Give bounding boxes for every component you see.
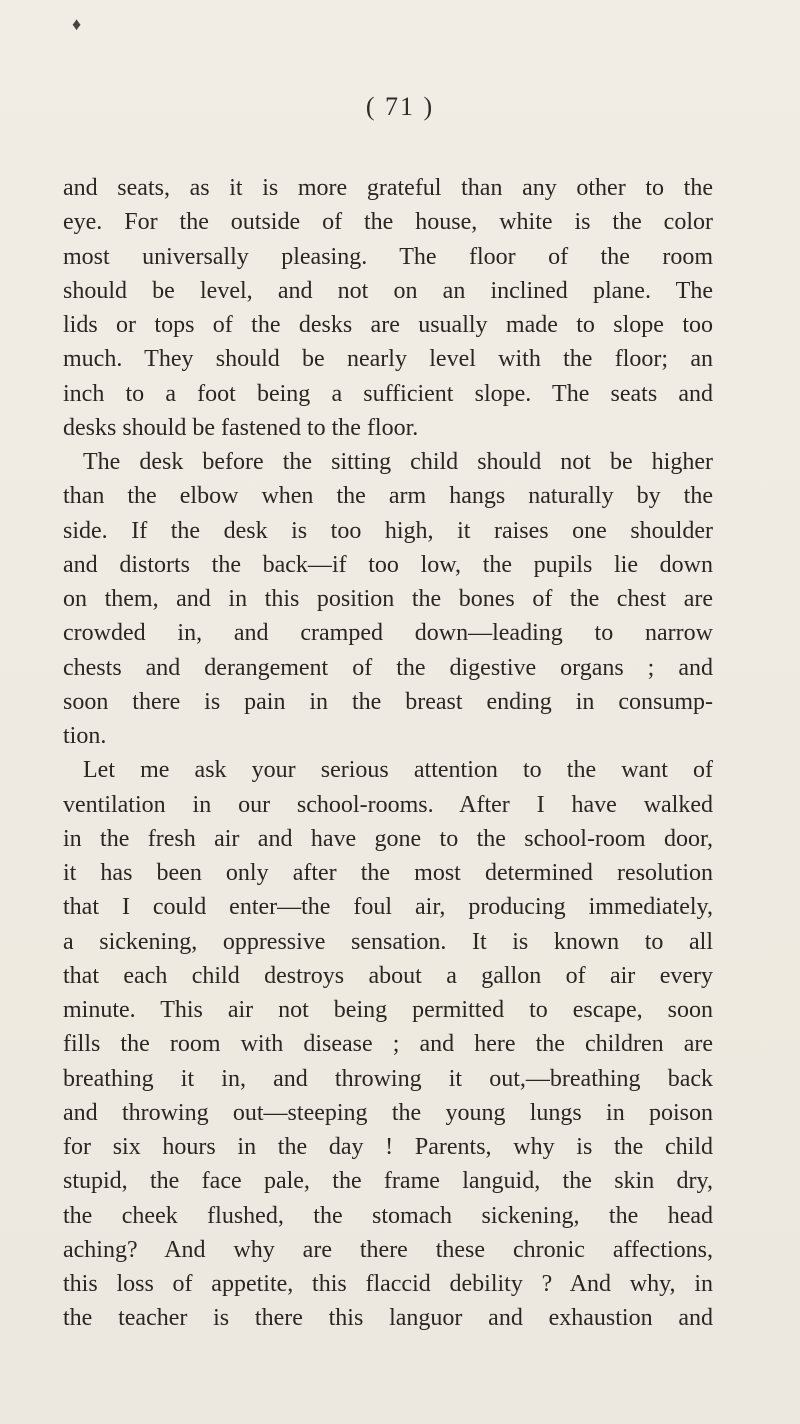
text-line: most universally pleasing. The floor of the room <box>63 243 713 270</box>
text-line: the teacher is there this languor and exhaustion and <box>63 1305 713 1332</box>
text-line: eye. For the outside of the house, white is the color <box>63 209 713 236</box>
text-line: fills the room with disease ; and here the children are <box>63 1031 713 1058</box>
text-line: and seats, as it is more grateful than any other to the <box>63 175 713 201</box>
text-line: breathing it in, and throwing it out,—breathing back <box>63 1065 713 1092</box>
text-line: tion. <box>63 723 107 749</box>
text-line: the cheek flushed, the stomach sickening, the head <box>63 1202 713 1229</box>
text-line: this loss of appetite, this flaccid debility ? And why, in <box>63 1271 713 1297</box>
text-line: chests and derangement of the digestive organs ; and <box>63 654 713 681</box>
text-line: stupid, the face pale, the frame languid, the skin dry, <box>63 1168 713 1195</box>
text-line: The desk before the sitting child should not be higher <box>83 449 713 475</box>
text-line: crowded in, and cramped down—leading to narrow <box>63 620 713 647</box>
body-text <box>63 171 713 1336</box>
page-mark: ♦ <box>72 14 82 34</box>
text-line: much. They should be nearly level with the floor; an <box>63 346 713 373</box>
text-line: that I could enter—the foul air, producing immediately, <box>63 894 713 921</box>
text-line: lids or tops of the desks are usually made to slope too <box>63 312 713 338</box>
page-number: ( 71 ) <box>365 92 435 121</box>
text-line: desks should be fastened to the floor. <box>63 414 419 441</box>
text-line: inch to a foot being a sufficient slope. The seats and <box>63 380 713 407</box>
text-line: for six hours in the day ! Parents, why is the child <box>63 1134 713 1160</box>
text-line: and distorts the back—if too low, the pupils lie down <box>63 551 713 578</box>
text-line: aching? And why are there these chronic affections, <box>63 1236 713 1263</box>
text-line: and throwing out—steeping the young lungs in poison <box>63 1099 713 1126</box>
text-line: in the fresh air and have gone to the school-room door, <box>63 825 713 852</box>
text-line: ventilation in our school-rooms. After I have walked <box>63 791 713 818</box>
text-line: Let me ask your serious attention to the want of <box>83 757 713 784</box>
text-line: a sickening, oppressive sensation. It is known to all <box>63 928 713 955</box>
text-line: on them, and in this position the bones of the chest are <box>63 586 713 612</box>
text-line: than the elbow when the arm hangs naturally by the <box>63 483 713 510</box>
text-line: it has been only after the most determined resolution <box>63 860 713 886</box>
text-line: minute. This air not being permitted to escape, soon <box>63 997 713 1023</box>
text-line: should be level, and not on an inclined plane. The <box>63 277 713 304</box>
text-line: soon there is pain in the breast ending in consump- <box>63 688 713 715</box>
text-line: side. If the desk is too high, it raises one shoulder <box>63 517 713 544</box>
text-line: that each child destroys about a gallon of air every <box>63 962 713 989</box>
